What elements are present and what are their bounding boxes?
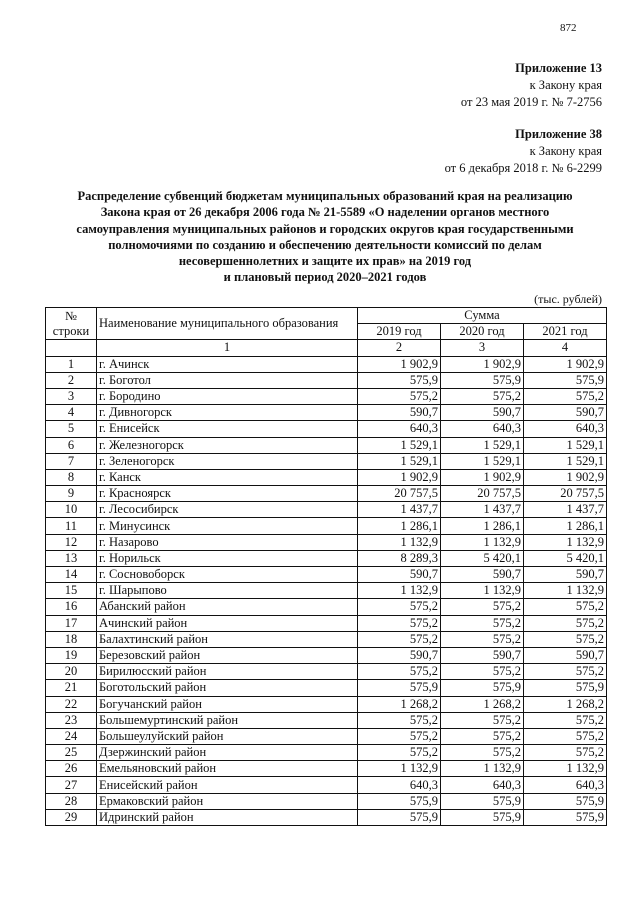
column-number-cell: 3 bbox=[441, 340, 524, 356]
amount-2020-cell: 1 902,9 bbox=[441, 469, 524, 485]
municipality-name-cell: г. Ачинск bbox=[97, 356, 358, 372]
amount-2019-cell: 1 529,1 bbox=[358, 453, 441, 469]
amount-2021-cell: 575,2 bbox=[524, 664, 607, 680]
table-row bbox=[46, 567, 607, 583]
row-number-cell: 23 bbox=[46, 712, 97, 728]
amount-2019-cell: 590,7 bbox=[358, 647, 441, 663]
appendix-13-block bbox=[461, 60, 602, 111]
municipality-name-cell: г. Канск bbox=[97, 469, 358, 485]
amount-2019-cell: 575,2 bbox=[358, 728, 441, 744]
table-row bbox=[46, 405, 607, 421]
row-number-cell: 14 bbox=[46, 567, 97, 583]
amount-2021-cell: 590,7 bbox=[524, 567, 607, 583]
document-title bbox=[40, 188, 610, 286]
municipality-name-cell: г. Бородино bbox=[97, 388, 358, 404]
row-number-cell: 25 bbox=[46, 745, 97, 761]
amount-2021-cell: 575,9 bbox=[524, 680, 607, 696]
municipality-name-cell: Бирилюсский район bbox=[97, 664, 358, 680]
row-number-cell: 8 bbox=[46, 469, 97, 485]
amount-2021-cell: 575,9 bbox=[524, 809, 607, 825]
row-number-cell: 20 bbox=[46, 664, 97, 680]
amount-2020-cell: 575,2 bbox=[441, 599, 524, 615]
municipality-name-cell: г. Енисейск bbox=[97, 421, 358, 437]
amount-2021-cell: 640,3 bbox=[524, 421, 607, 437]
municipality-name-cell: Большемуртинский район bbox=[97, 712, 358, 728]
amount-2020-cell: 575,9 bbox=[441, 372, 524, 388]
amount-2020-cell: 575,9 bbox=[441, 793, 524, 809]
table-row bbox=[46, 728, 607, 744]
row-number-cell: 21 bbox=[46, 680, 97, 696]
amount-2019-cell: 1 286,1 bbox=[358, 518, 441, 534]
amount-2019-cell: 20 757,5 bbox=[358, 486, 441, 502]
row-number-cell: 26 bbox=[46, 761, 97, 777]
page-number: 872 bbox=[560, 22, 577, 34]
amount-2020-cell: 1 902,9 bbox=[441, 356, 524, 372]
row-number-cell: 2 bbox=[46, 372, 97, 388]
header-row-number: № строки bbox=[46, 308, 97, 340]
amount-2019-cell: 575,2 bbox=[358, 712, 441, 728]
municipality-name-cell: Ермаковский район bbox=[97, 793, 358, 809]
column-number-cell: 2 bbox=[358, 340, 441, 356]
amount-2020-cell: 1 132,9 bbox=[441, 534, 524, 550]
amount-2020-cell: 575,2 bbox=[441, 728, 524, 744]
amount-2020-cell: 575,2 bbox=[441, 388, 524, 404]
table-row bbox=[46, 631, 607, 647]
title-line: и плановый период 2020–2021 годов bbox=[223, 270, 427, 285]
header-sum: Сумма bbox=[358, 308, 607, 324]
row-number-cell: 6 bbox=[46, 437, 97, 453]
amount-2021-cell: 1 902,9 bbox=[524, 356, 607, 372]
table-row bbox=[46, 388, 607, 404]
row-number-cell: 27 bbox=[46, 777, 97, 793]
appendix-title: Приложение 38 bbox=[515, 127, 602, 141]
table-row bbox=[46, 453, 607, 469]
amount-2020-cell: 1 132,9 bbox=[441, 583, 524, 599]
appendix-title: Приложение 13 bbox=[515, 61, 602, 75]
amount-2019-cell: 575,2 bbox=[358, 664, 441, 680]
table-row bbox=[46, 486, 607, 502]
amount-2019-cell: 1 437,7 bbox=[358, 502, 441, 518]
header-year-2020: 2020 год bbox=[441, 324, 524, 340]
row-number-cell: 17 bbox=[46, 615, 97, 631]
table-row bbox=[46, 680, 607, 696]
row-number-cell: 12 bbox=[46, 534, 97, 550]
amount-2020-cell: 575,9 bbox=[441, 809, 524, 825]
municipality-name-cell: Боготольский район bbox=[97, 680, 358, 696]
municipality-name-cell: г. Боготол bbox=[97, 372, 358, 388]
amount-2020-cell: 5 420,1 bbox=[441, 550, 524, 566]
amount-2021-cell: 575,2 bbox=[524, 712, 607, 728]
column-number-cell bbox=[46, 340, 97, 356]
table-row bbox=[46, 615, 607, 631]
amount-2021-cell: 1 268,2 bbox=[524, 696, 607, 712]
amount-2021-cell: 575,2 bbox=[524, 728, 607, 744]
table-row bbox=[46, 437, 607, 453]
appendix-line: от 23 мая 2019 г. № 7-2756 bbox=[460, 95, 602, 109]
title-line: самоуправления муниципальных районов и городских округов края государственными bbox=[76, 221, 574, 236]
amount-2021-cell: 590,7 bbox=[524, 647, 607, 663]
amount-2021-cell: 1 132,9 bbox=[524, 534, 607, 550]
amount-2019-cell: 575,9 bbox=[358, 680, 441, 696]
column-number-cell: 1 bbox=[97, 340, 358, 356]
table-row bbox=[46, 777, 607, 793]
amount-2020-cell: 575,2 bbox=[441, 631, 524, 647]
amount-2019-cell: 575,2 bbox=[358, 599, 441, 615]
amount-2019-cell: 575,9 bbox=[358, 372, 441, 388]
title-line: Закона края от 26 декабря 2006 года № 21-5589 «О наделении органов местного bbox=[100, 205, 550, 220]
amount-2019-cell: 1 132,9 bbox=[358, 583, 441, 599]
row-number-cell: 10 bbox=[46, 502, 97, 518]
amount-2021-cell: 575,2 bbox=[524, 745, 607, 761]
amount-2019-cell: 1 902,9 bbox=[358, 469, 441, 485]
amount-2020-cell: 1 132,9 bbox=[441, 761, 524, 777]
table-row bbox=[46, 372, 607, 388]
amount-2019-cell: 575,2 bbox=[358, 388, 441, 404]
table-row bbox=[46, 421, 607, 437]
amount-2019-cell: 1 902,9 bbox=[358, 356, 441, 372]
amount-2020-cell: 20 757,5 bbox=[441, 486, 524, 502]
amount-2019-cell: 575,2 bbox=[358, 745, 441, 761]
appendix-line: к Закону края bbox=[529, 78, 602, 92]
row-number-cell: 3 bbox=[46, 388, 97, 404]
table-row bbox=[46, 647, 607, 663]
amount-2020-cell: 575,2 bbox=[441, 712, 524, 728]
table-row bbox=[46, 502, 607, 518]
amount-2020-cell: 1 437,7 bbox=[441, 502, 524, 518]
amount-2021-cell: 575,9 bbox=[524, 793, 607, 809]
municipality-name-cell: Абанский район bbox=[97, 599, 358, 615]
amount-2019-cell: 1 268,2 bbox=[358, 696, 441, 712]
amount-2021-cell: 1 286,1 bbox=[524, 518, 607, 534]
amount-2019-cell: 1 132,9 bbox=[358, 761, 441, 777]
amount-2021-cell: 590,7 bbox=[524, 405, 607, 421]
amount-2021-cell: 20 757,5 bbox=[524, 486, 607, 502]
units-label: (тыс. рублей) bbox=[534, 292, 602, 306]
table-row bbox=[46, 518, 607, 534]
municipality-name-cell: г. Железногорск bbox=[97, 437, 358, 453]
title-line: несовершеннолетних и защите их прав» на 2019 год bbox=[178, 254, 472, 269]
amount-2020-cell: 1 529,1 bbox=[441, 453, 524, 469]
municipality-name-cell: г. Красноярск bbox=[97, 486, 358, 502]
municipality-name-cell: г. Сосновоборск bbox=[97, 567, 358, 583]
table-row bbox=[46, 550, 607, 566]
municipality-name-cell: г. Норильск bbox=[97, 550, 358, 566]
amount-2020-cell: 590,7 bbox=[441, 567, 524, 583]
amount-2020-cell: 590,7 bbox=[441, 647, 524, 663]
row-number-cell: 5 bbox=[46, 421, 97, 437]
table-row bbox=[46, 469, 607, 485]
table-row bbox=[46, 793, 607, 809]
table-row bbox=[46, 599, 607, 615]
row-number-cell: 19 bbox=[46, 647, 97, 663]
table-row bbox=[46, 745, 607, 761]
row-number-cell: 22 bbox=[46, 696, 97, 712]
table-row bbox=[46, 761, 607, 777]
amount-2019-cell: 1 132,9 bbox=[358, 534, 441, 550]
amount-2020-cell: 640,3 bbox=[441, 777, 524, 793]
municipality-name-cell: Идринский район bbox=[97, 809, 358, 825]
amount-2020-cell: 1 286,1 bbox=[441, 518, 524, 534]
row-number-cell: 13 bbox=[46, 550, 97, 566]
table-row bbox=[46, 534, 607, 550]
row-number-cell: 9 bbox=[46, 486, 97, 502]
amount-2021-cell: 575,2 bbox=[524, 599, 607, 615]
amount-2019-cell: 640,3 bbox=[358, 421, 441, 437]
table-row bbox=[46, 809, 607, 825]
municipality-name-cell: Богучанский район bbox=[97, 696, 358, 712]
row-number-cell: 4 bbox=[46, 405, 97, 421]
row-number-cell: 29 bbox=[46, 809, 97, 825]
row-number-cell: 24 bbox=[46, 728, 97, 744]
table-row bbox=[46, 712, 607, 728]
municipality-name-cell: Дзержинский район bbox=[97, 745, 358, 761]
row-number-cell: 18 bbox=[46, 631, 97, 647]
amount-2019-cell: 590,7 bbox=[358, 405, 441, 421]
appendix-line: к Закону края bbox=[529, 144, 602, 158]
amount-2020-cell: 1 529,1 bbox=[441, 437, 524, 453]
amount-2019-cell: 575,2 bbox=[358, 615, 441, 631]
amount-2019-cell: 575,9 bbox=[358, 809, 441, 825]
amount-2020-cell: 1 268,2 bbox=[441, 696, 524, 712]
municipality-name-cell: Емельяновский район bbox=[97, 761, 358, 777]
amount-2020-cell: 590,7 bbox=[441, 405, 524, 421]
title-line: Распределение субвенций бюджетам муниципальных образований края на реализацию bbox=[77, 189, 573, 203]
amount-2021-cell: 575,2 bbox=[524, 615, 607, 631]
municipality-name-cell: Ачинский район bbox=[97, 615, 358, 631]
amount-2020-cell: 575,2 bbox=[441, 745, 524, 761]
amount-2021-cell: 1 132,9 bbox=[524, 583, 607, 599]
row-number-cell: 16 bbox=[46, 599, 97, 615]
amount-2019-cell: 1 529,1 bbox=[358, 437, 441, 453]
amount-2019-cell: 590,7 bbox=[358, 567, 441, 583]
title-line: полномочиями по созданию и обеспечению деятельности комиссий по делам bbox=[108, 237, 542, 252]
amount-2021-cell: 1 132,9 bbox=[524, 761, 607, 777]
row-number-cell: 11 bbox=[46, 518, 97, 534]
municipality-name-cell: г. Зеленогорск bbox=[97, 453, 358, 469]
subventions-table bbox=[45, 307, 607, 826]
amount-2019-cell: 640,3 bbox=[358, 777, 441, 793]
appendix-line: от 6 декабря 2018 г. № 6-2299 bbox=[444, 161, 602, 175]
table-row bbox=[46, 356, 607, 372]
row-number-cell: 15 bbox=[46, 583, 97, 599]
amount-2021-cell: 575,9 bbox=[524, 372, 607, 388]
municipality-name-cell: г. Шарыпово bbox=[97, 583, 358, 599]
amount-2021-cell: 1 529,1 bbox=[524, 437, 607, 453]
municipality-name-cell: г. Дивногорск bbox=[97, 405, 358, 421]
municipality-name-cell: г. Лесосибирск bbox=[97, 502, 358, 518]
amount-2021-cell: 1 529,1 bbox=[524, 453, 607, 469]
amount-2021-cell: 640,3 bbox=[524, 777, 607, 793]
amount-2021-cell: 5 420,1 bbox=[524, 550, 607, 566]
amount-2019-cell: 8 289,3 bbox=[358, 550, 441, 566]
row-number-cell: 7 bbox=[46, 453, 97, 469]
amount-2020-cell: 640,3 bbox=[441, 421, 524, 437]
appendix-38-block bbox=[445, 126, 602, 177]
header-year-2019: 2019 год bbox=[358, 324, 441, 340]
amount-2020-cell: 575,9 bbox=[441, 680, 524, 696]
row-number-cell: 28 bbox=[46, 793, 97, 809]
amount-2021-cell: 1 902,9 bbox=[524, 469, 607, 485]
table-row bbox=[46, 696, 607, 712]
amount-2021-cell: 575,2 bbox=[524, 631, 607, 647]
amount-2021-cell: 1 437,7 bbox=[524, 502, 607, 518]
table-row bbox=[46, 664, 607, 680]
municipality-name-cell: г. Минусинск bbox=[97, 518, 358, 534]
amount-2020-cell: 575,2 bbox=[441, 615, 524, 631]
amount-2019-cell: 575,9 bbox=[358, 793, 441, 809]
table-row bbox=[46, 583, 607, 599]
municipality-name-cell: Енисейский район bbox=[97, 777, 358, 793]
header-year-2021: 2021 год bbox=[524, 324, 607, 340]
municipality-name-cell: г. Назарово bbox=[97, 534, 358, 550]
amount-2021-cell: 575,2 bbox=[524, 388, 607, 404]
amount-2020-cell: 575,2 bbox=[441, 664, 524, 680]
amount-2019-cell: 575,2 bbox=[358, 631, 441, 647]
header-name: Наименование муниципального образования bbox=[97, 308, 358, 340]
row-number-cell: 1 bbox=[46, 356, 97, 372]
municipality-name-cell: Балахтинский район bbox=[97, 631, 358, 647]
table-body bbox=[46, 356, 607, 825]
municipality-name-cell: Большеулуйский район bbox=[97, 728, 358, 744]
column-number-cell: 4 bbox=[524, 340, 607, 356]
municipality-name-cell: Березовский район bbox=[97, 647, 358, 663]
